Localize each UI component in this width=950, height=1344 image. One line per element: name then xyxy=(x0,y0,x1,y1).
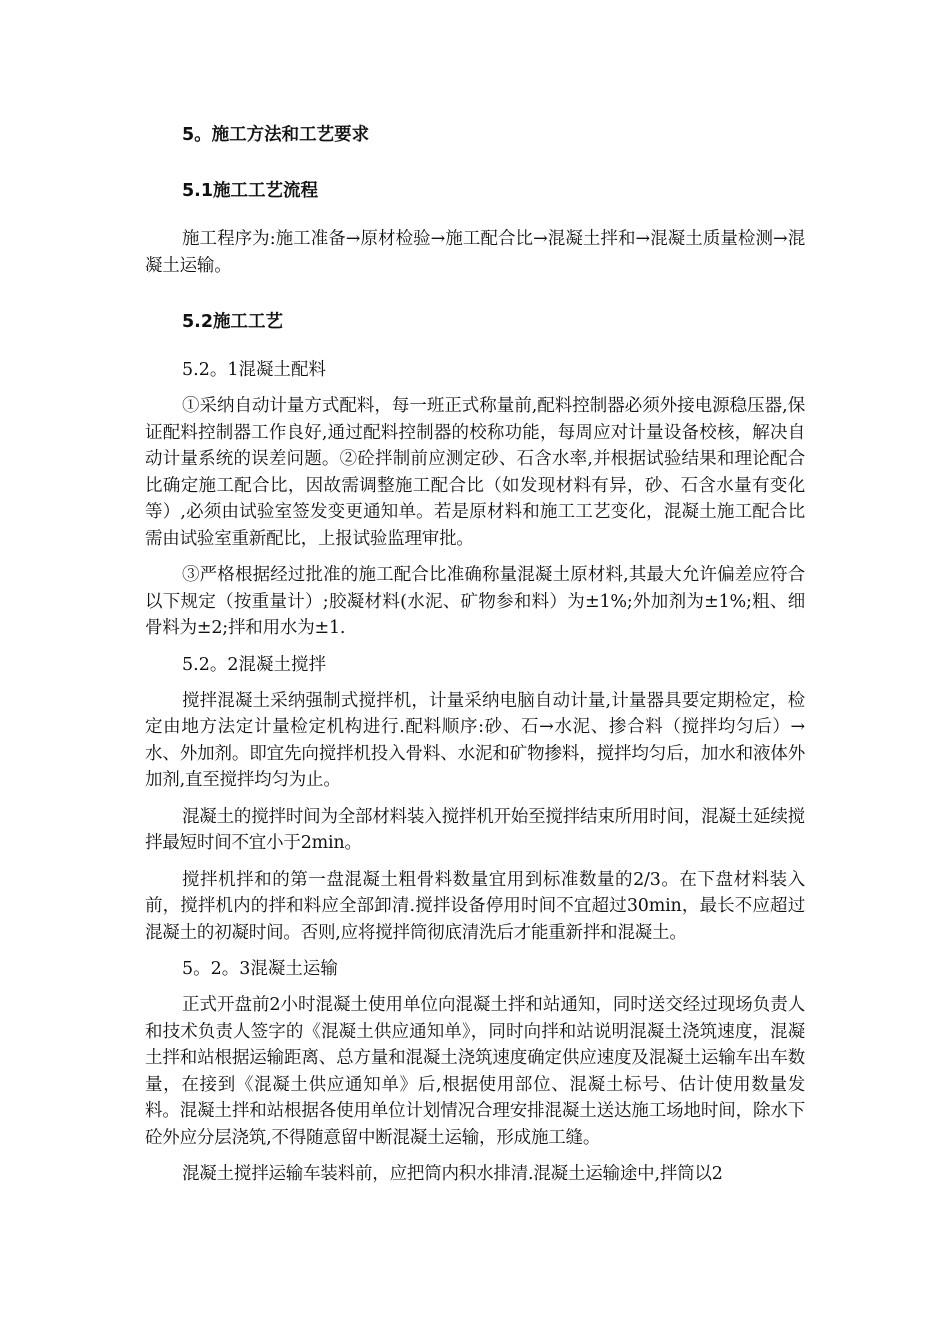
section-heading-5: 5。施工方法和工艺要求 xyxy=(182,125,370,145)
section-heading-5-2: 5.2施工工艺 xyxy=(182,312,284,332)
subsection-heading-5-2-2: 5.2。2混凝土搅拌 xyxy=(182,654,326,675)
paragraph-5-2-2-a: 搅拌混凝土采纳强制式搅拌机，计量采纳电脑自动计量,计量器具要定期检定，检定由地方法定计量检定机构进行.配料顺序:砂、石→水泥、掺合料（搅拌均匀后）→水、外加剂。即宜先向搅拌机投入骨料、水泥和矿物掺料，搅拌均匀后，加水和液体外加剂,直至搅拌均匀为止。 xyxy=(145,690,805,790)
subsection-heading-5-2-3: 5。2。3混凝土运输 xyxy=(182,959,338,979)
document-body xyxy=(145,122,805,1198)
paragraph-5-2-1-a: ①采纳自动计量方式配料，每一班正式称量前,配料控制器必须外接电源稳压器,保证配料控制器工作良好,通过配料控制器的校称功能，每周应对计量设备校核，解决自动计量系统的误差问题。②砼拌制前应测定砂、石含水率,并根据试验结果和理论配合比确定施工配合比，因故需调整施工配合比（如发现材料有异，砂、石含水量有变化等）,必须由试验室签发变更通知单。若是原材料和施工工艺变化，混凝土施工配合比需由试验室重新配比，上报试验监理审批。 xyxy=(145,396,805,549)
paragraph-5-2-2-c: 搅拌机拌和的第一盘混凝土粗骨料数量宜用到标准数量的2/3。在下盘材料装入前，搅拌机内的拌和料应全部卸清.搅拌设备停用时间不宜超过30min，最长不应超过混凝土的初凝时间。否则,应将搅拌筒彻底清洗后才能重新拌和混凝土。 xyxy=(145,869,805,943)
paragraph-5-2-1-b: ③严格根据经过批准的施工配合比准确称量混凝土原材料,其最大允许偏差应符合以下规定（按重量计）;胶凝材料(水泥、矿物参和料）为±1%;外加剂为±1%;粗、细骨料为±2;拌和用水为±1. xyxy=(145,565,805,638)
paragraph-process: 施工程序为:施工准备→原材检验→施工配合比→混凝土拌和→混凝土质量检测→混凝土运输。 xyxy=(145,229,805,276)
paragraph-5-2-3-b: 混凝土搅拌运输车装料前，应把筒内积水排清.混凝土运输途中,拌筒以2 xyxy=(182,1164,723,1184)
paragraph-5-2-2-b: 混凝土的搅拌时间为全部材料装入搅拌机开始至搅拌结束所用时间，混凝土延续搅拌最短时间不宜小于2min。 xyxy=(145,806,805,853)
subsection-heading-5-2-1: 5.2。1混凝土配料 xyxy=(182,360,326,380)
paragraph-5-2-3-a: 正式开盘前2小时混凝土使用单位向混凝土拌和站通知，同时送交经过现场负责人和技术负责人签字的《混凝土供应通知单》，同时向拌和站说明混凝土浇筑速度，混凝土拌和站根据运输距离、总方量和混凝土浇筑速度确定供应速度及混凝土运输车出车数量，在接到《混凝土供应通知单》后,根据使用部位、混凝土标号、估计使用数量发料。混凝土拌和站根据各使用单位计划情况合理安排混凝土送达施工场地时间，除水下砼外应分层浇筑,不得随意留中断混凝土运输，形成施工缝。 xyxy=(145,995,805,1148)
section-heading-5-1: 5.1施工工艺流程 xyxy=(182,181,319,201)
